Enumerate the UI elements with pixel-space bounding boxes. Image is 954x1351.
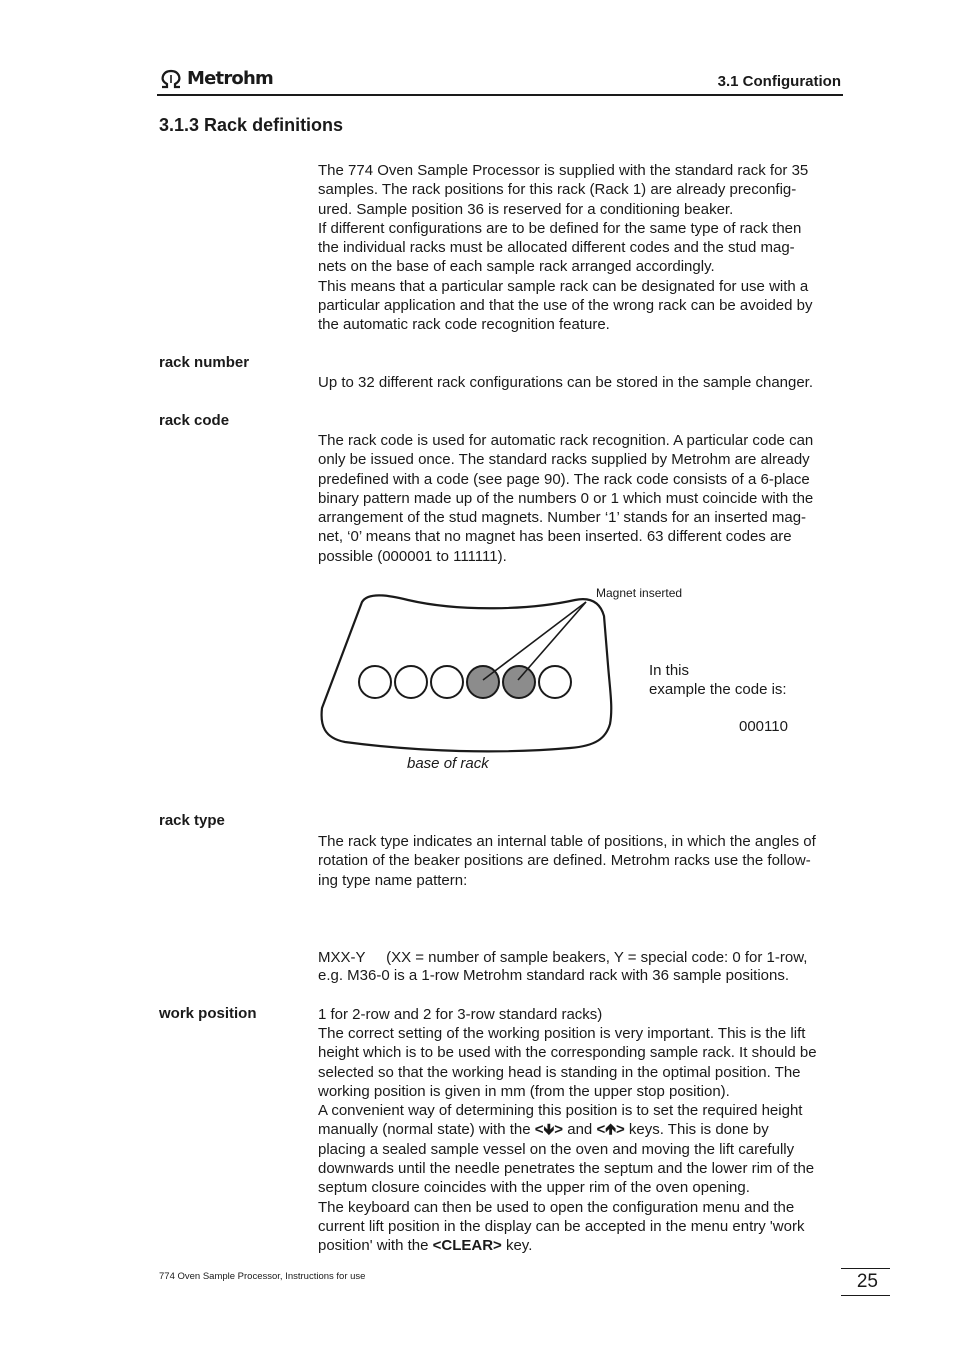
text-line: MXX-Y (XX = number of sample beakers, Y = special code: 0 for 1-row, [318,948,808,966]
text-line: The 774 Oven Sample Processor is supplied with the standard rack for 35 [318,162,809,179]
section-title: 3.1.3 Rack definitions [159,115,344,135]
rack-type-example [318,966,843,985]
brand-logo [159,68,273,89]
text-line: The keyboard can then be used to open the configuration menu and the [318,1198,795,1216]
text-line: particular application and that the use of the wrong rack can be avoided by [318,297,813,315]
magnet-empty-circle [359,666,391,698]
page-number: 25 [856,1271,878,1292]
text-line: A convenient way of determining this position is to set the required height [318,1102,803,1120]
text-line: The correct setting of the working position is very important. This is the lift [318,1025,806,1042]
text-line: e.g. M36-0 is a 1-row Metrohm standard rack with 36 sample positions. [318,967,790,984]
text-line: the automatic rack code recognition feature. [318,316,610,334]
text-line: the individual racks must be allocated different codes and the stud mag- [318,239,795,257]
term-rack-number: rack number [159,354,250,371]
rack-base-figure [310,580,810,780]
text-line: binary pattern made up of the numbers 0 or 1 which must coincide with the [318,489,814,507]
metrohm-omega-icon [159,69,183,89]
text-line: selected so that the working head is standing in the optimal position. The [318,1063,801,1081]
example-text-1: In this [649,662,690,679]
figure-caption: base of rack [407,755,489,772]
text-line: This means that a particular sample rack can be designated for use with a [318,277,809,295]
magnet-pointer-line [483,602,586,680]
text-line: only be issued once. The standard racks supplied by Metrohm are already [318,451,810,469]
text-line: If different configurations are to be defined for the same type of rack then [318,219,802,237]
text-line: height which is to be used with the corresponding sample rack. It should be [318,1044,817,1062]
text-line: rotation of the beaker positions are defined. Metrohm racks use the follow- [318,852,811,870]
arrow-up-key-label: <🡹> [596,1121,625,1139]
text-line: ing type name pattern: [318,871,468,889]
text-line: The rack type indicates an internal table of positions, in which the angles of [318,833,816,850]
text-line: current lift position in the display can be accepted in the menu entry 'work [318,1217,805,1235]
text-line: samples. The rack positions for this rack (Rack 1) are already preconfig- [318,181,797,199]
text-line: nets on the base of each sample rack arranged accordingly. [318,258,715,276]
text-line: placing a sealed sample vessel on the oven and moving the lift carefully [318,1140,795,1158]
magnet-empty-circle [431,666,463,698]
rack-number-paragraph [318,373,843,392]
intro-paragraph [318,161,843,335]
example-code: 000110 [739,718,788,735]
term-rack-code: rack code [159,412,230,429]
magnet-inserted-circle [503,666,535,698]
text-fragment: manually (normal state) with the [318,1121,535,1139]
brand-name: Metrohm [187,68,273,89]
text-line: Up to 32 different rack configurations can be stored in the sample changer. [318,374,814,391]
text-line-clear [318,1236,843,1255]
header-rule [157,94,843,96]
magnet-empty-circle [539,666,571,698]
text-line-keys [318,1120,843,1139]
text-fragment: and [563,1121,597,1139]
text-fragment: position' with the [318,1237,433,1255]
text-line: net, ‘0’ means that no magnet has been inserted. 63 different codes are [318,528,792,546]
page-number-box [841,1268,890,1296]
term-work-position: work position [159,1005,257,1022]
running-header: 3.1 Configuration [717,73,841,90]
clear-key-label: <CLEAR> [432,1237,502,1255]
work-position-paragraph [318,1024,843,1256]
term-rack-type: rack type [159,812,225,829]
text-line: ured. Sample position 36 is reserved for a conditioning beaker. [318,200,734,218]
footer-document-title: 774 Oven Sample Processor, Instructions for use [159,1271,366,1282]
text-line: working position is given in mm (from the upper stop position). [318,1082,730,1100]
text-line: arrangement of the stud magnets. Number ‘1’ stands for an inserted mag- [318,509,807,527]
text-line: downwards until the needle penetrates the septum and the lower rim of the [318,1160,815,1178]
text-line: septum closure coincides with the upper rim of the oven opening. [318,1179,750,1197]
magnet-label: Magnet inserted [596,586,683,600]
text-line: 1 for 2-row and 2 for 3-row standard racks) [318,1006,603,1024]
example-text-2: example the code is: [649,681,787,698]
magnet-empty-circle [395,666,427,698]
text-fragment: keys. This is done by [624,1121,769,1139]
arrow-down-key-label: <🡻> [534,1121,564,1139]
text-line: The rack code is used for automatic rack recognition. A particular code can [318,432,814,449]
rack-type-paragraph [318,832,843,890]
rack-code-paragraph [318,431,843,566]
text-line: possible (000001 to 111111). [318,547,507,565]
text-line: predefined with a code (see page 90). The rack code consists of a 6-place [318,470,810,488]
text-fragment: key. [501,1237,533,1255]
